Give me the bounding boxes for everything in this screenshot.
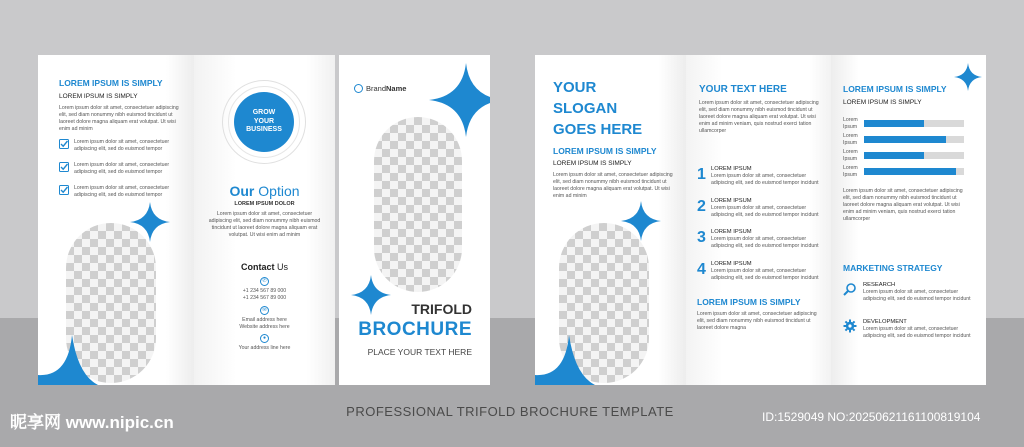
strategy-item-text: Lorem ipsum dolor sit amet, consectetuer adipiscing elit, sed do euismod tempor incidunt	[863, 289, 971, 302]
item-text: Lorem ipsum dolor sit amet, consectetuer adipiscing elit, sed do euismod tempor incidunt	[711, 236, 819, 249]
check-item	[59, 139, 184, 153]
checkbox-icon	[59, 185, 69, 195]
bar-track	[864, 168, 964, 175]
check-text: Lorem ipsum dolor sit amet, consectetuer adipiscing elit, sed do euismod tempor	[74, 162, 170, 175]
item-title: LOREM IPSUM	[711, 261, 752, 267]
contact-light: Us	[277, 262, 288, 272]
location-icon: ●	[260, 334, 269, 343]
panel5-body-2: Lorem ipsum dolor sit amet, consectetuer adipiscing elit, sed diam nonummy nibh euismod tincidunt ut laoreet dolore magna	[697, 311, 817, 331]
panel-left-cover	[339, 55, 490, 385]
item-title: LOREM IPSUM	[711, 198, 752, 204]
panel-right-inner-3	[831, 55, 986, 385]
strategy-item	[843, 282, 973, 303]
panel6-body: Lorem ipsum dolor sit amet, consectetuer adipiscing elit, sed diam nonummy nibh euismod tincidunt ut laoreet dolore magna aliquam erat volutpat. Ut wisi enim ad minim veniam, quis nostrud exerci tation ullamcorper	[843, 188, 963, 222]
item-number: 4	[697, 261, 706, 278]
search-icon	[843, 282, 857, 296]
panel4-heading: LOREM IPSUM IS SIMPLY	[553, 146, 657, 156]
watermark-right: ID:1529049 NO:20250621161100819104	[762, 410, 981, 424]
option-body: Lorem ipsum dolor sit amet, consectetuer adipiscing elit, sed diam nonummy nibh euismod tincidunt ut laoreet dolore magna aliquam erat volutpat. Ut wisi enim ad minim	[208, 211, 321, 238]
item-number: 2	[697, 198, 706, 215]
email-icon: ✉	[260, 306, 269, 315]
numbered-item	[697, 166, 822, 187]
brand-logo	[354, 84, 406, 93]
item-text: Lorem ipsum dolor sit amet, consectetuer adipiscing elit, sed do euismod tempor incidunt	[711, 173, 819, 186]
bar-fill	[864, 136, 946, 143]
badge-line: YOUR	[253, 117, 275, 125]
panel6-subheading: LOREM IPSUM IS SIMPLY	[843, 99, 922, 106]
bar-fill	[864, 152, 924, 159]
slogan-line: YOUR	[553, 79, 597, 96]
panel1-subheading: LOREM IPSUM IS SIMPLY	[59, 93, 138, 100]
item-text: Lorem ipsum dolor sit amet, consectetuer adipiscing elit, sed do euismod tempor incidunt	[711, 205, 819, 218]
image-placeholder	[374, 117, 462, 292]
grow-badge	[234, 92, 294, 152]
bar-label: Lorem Ipsum	[843, 165, 858, 178]
option-title-bold: Our	[229, 183, 255, 199]
checkbox-icon	[59, 162, 69, 172]
panel-right-inner-2	[686, 55, 831, 385]
badge-line: GROW	[252, 109, 276, 116]
cover-title-2: BROCHURE	[358, 319, 472, 340]
panel4-body: Lorem ipsum dolor sit amet, consectetuer adipiscing elit, sed diam nonummy nibh euismod tincidunt ut laoreet dolore magna aliquam erat volutpat. Ut wisi enim ad minim	[553, 172, 673, 199]
item-text: Lorem ipsum dolor sit amet, consectetuer adipiscing elit, sed do euismod tempor incidunt	[711, 268, 819, 281]
phone-2: +1 234 567 89 000	[242, 295, 287, 301]
item-number: 3	[697, 229, 706, 246]
address: Your address line here	[238, 345, 291, 351]
contact-title	[194, 262, 335, 272]
email-1: Email address here	[242, 317, 287, 323]
panel-right-inner-1	[535, 55, 686, 385]
panel6-heading: LOREM IPSUM IS SIMPLY	[843, 84, 947, 94]
numbered-item	[697, 229, 822, 250]
panel-left-inner	[38, 55, 194, 385]
bar-label: Lorem Ipsum	[843, 149, 858, 162]
bar-fill	[864, 120, 924, 127]
brand-icon	[354, 84, 363, 93]
corner-swoosh	[38, 335, 98, 385]
panel4-subheading: LOREM IPSUM IS SIMPLY	[553, 160, 632, 167]
contact-bold: Contact	[240, 262, 275, 272]
strategy-item	[843, 319, 973, 340]
strategy-item-text: Lorem ipsum dolor sit amet, consectetuer adipiscing elit, sed do euismod tempor incidunt	[863, 326, 971, 339]
checkbox-icon	[59, 139, 69, 149]
panel-left-middle	[194, 55, 335, 385]
bar-track	[864, 136, 964, 143]
bar-label: Lorem Ipsum	[843, 133, 858, 146]
panel1-body: Lorem ipsum dolor sit amet, consectetuer adipiscing elit, sed diam nonummy nibh euismod tincidunt ut laoreet dolore magna aliquam erat volutpat. Ut wisi enim ad minim	[59, 105, 179, 132]
sparkle-icon	[954, 63, 982, 91]
option-title-light: Option	[258, 183, 300, 199]
strategy-item-title: DEVELOPMENT	[863, 319, 907, 325]
check-item	[59, 162, 184, 176]
cover-placeholder: PLACE YOUR TEXT HERE	[367, 347, 472, 357]
option-sub: LOREM IPSUM DOLOR	[234, 201, 295, 207]
corner-swoosh	[535, 335, 595, 385]
numbered-item	[697, 198, 822, 219]
bar-track	[864, 152, 964, 159]
check-text: Lorem ipsum dolor sit amet, consectetuer adipiscing elit, sed do euismod tempor	[74, 185, 170, 198]
item-number: 1	[697, 166, 706, 183]
check-item	[59, 185, 184, 199]
option-title	[194, 183, 335, 199]
item-title: LOREM IPSUM	[711, 229, 752, 235]
bar-fill	[864, 168, 956, 175]
slogan-line: SLOGAN	[553, 100, 618, 117]
brand-bold: Brand	[366, 84, 387, 93]
numbered-item	[697, 261, 822, 282]
brand-name: Name	[386, 84, 407, 93]
bar-track	[864, 120, 964, 127]
footer-title: PROFESSIONAL TRIFOLD BROCHURE TEMPLATE	[346, 404, 674, 419]
slogan-line: GOES HERE	[553, 121, 643, 138]
bar-label: Lorem Ipsum	[843, 117, 858, 130]
strategy-item-title: RESEARCH	[863, 282, 896, 288]
gear-icon	[843, 319, 857, 333]
panel5-heading-2: LOREM IPSUM IS SIMPLY	[697, 297, 801, 307]
strategy-title: MARKETING STRATEGY	[843, 263, 943, 273]
watermark-left: 昵享网 www.nipic.cn	[10, 413, 174, 432]
panel5-heading: YOUR TEXT HERE	[699, 84, 787, 95]
phone-icon: ✆	[260, 277, 269, 286]
email-2: Website address here	[239, 324, 290, 330]
cover-title-1: TRIFOLD	[411, 301, 472, 317]
check-text: Lorem ipsum dolor sit amet, consectetuer adipiscing elit, sed do euismod tempor	[74, 139, 170, 152]
item-title: LOREM IPSUM	[711, 166, 752, 172]
panel1-heading: LOREM IPSUM IS SIMPLY	[59, 78, 163, 88]
panel5-body: Lorem ipsum dolor sit amet, consectetuer adipiscing elit, sed diam nonummy nibh euismod tincidunt ut laoreet dolore magna aliquam erat volutpat. Ut wisi enim ad minim veniam, quis nostrud exerci tation ullamcorper	[699, 100, 819, 134]
phone-1: +1 234 567 89 000	[242, 288, 287, 294]
badge-line: BUSINESS	[246, 126, 282, 133]
